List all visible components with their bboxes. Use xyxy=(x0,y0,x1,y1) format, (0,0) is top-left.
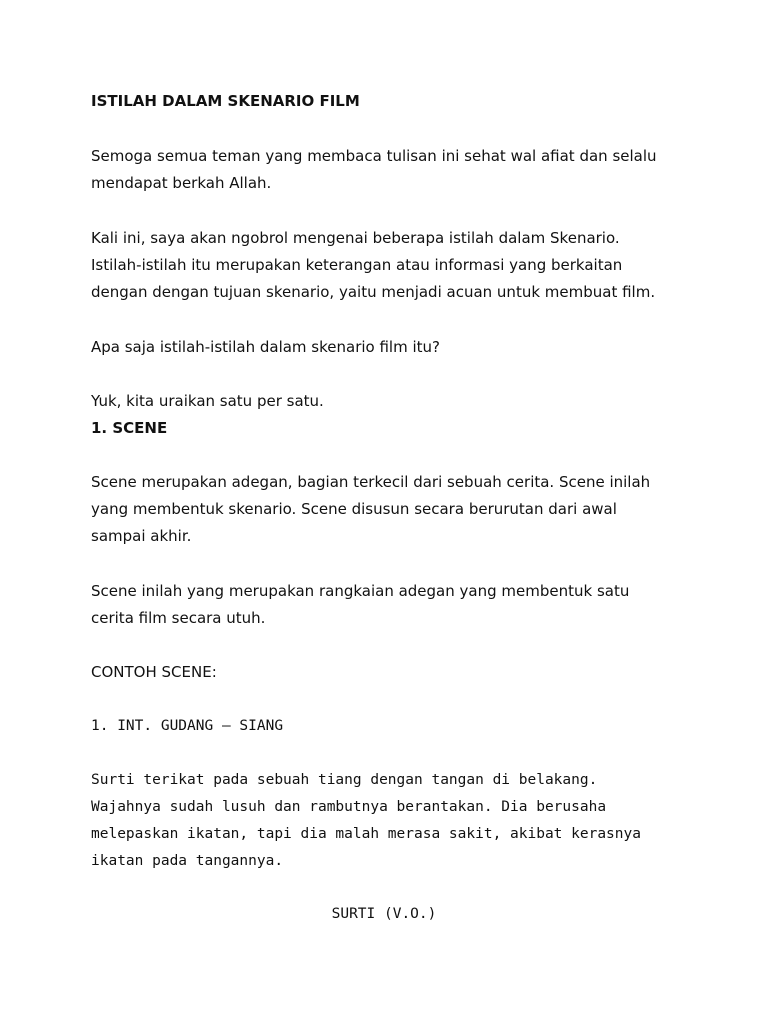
paragraph-2-line-3: dengan dengan tujuan skenario, yaitu menjadi acuan untuk membuat film. xyxy=(91,283,656,301)
document-title: ISTILAH DALAM SKENARIO FILM xyxy=(91,92,360,110)
lead-in-text: Yuk, kita uraikan satu per satu. xyxy=(91,392,324,410)
script-action-line-3: melepaskan ikatan, tapi dia malah merasa sakit, akibat kerasnya xyxy=(91,826,641,842)
script-character-name: SURTI (V.O.) xyxy=(331,906,437,922)
paragraph-2-line-1: Kali ini, saya akan ngobrol mengenai beberapa istilah dalam Skenario. xyxy=(91,229,620,247)
script-action-line-4: ikatan pada tangannya. xyxy=(91,853,284,869)
scene-summary-line-2: cerita film secara utuh. xyxy=(91,609,266,627)
paragraph-2-line-2: Istilah-istilah itu merupakan keterangan atau informasi yang berkaitan xyxy=(91,256,623,274)
question-text: Apa saja istilah-istilah dalam skenario film itu? xyxy=(91,338,440,356)
scene-definition-line-2: yang membentuk skenario. Scene disusun secara berurutan dari awal xyxy=(91,500,617,518)
example-label: CONTOH SCENE: xyxy=(91,663,217,681)
intro-line-2: mendapat berkah Allah. xyxy=(91,174,272,192)
script-action-line-1: Surti terikat pada sebuah tiang dengan tangan di belakang. xyxy=(91,772,598,788)
intro-line-1: Semoga semua teman yang membaca tulisan ini sehat wal afiat dan selalu xyxy=(91,147,657,165)
script-slugline: 1. INT. GUDANG – SIANG xyxy=(91,718,284,734)
scene-summary-line-1: Scene inilah yang merupakan rangkaian adegan yang membentuk satu xyxy=(91,582,630,600)
section-heading-scene: 1. SCENE xyxy=(91,419,168,437)
script-action-line-2: Wajahnya sudah lusuh dan rambutnya berantakan. Dia berusaha xyxy=(91,799,607,815)
scene-definition-line-1: Scene merupakan adegan, bagian terkecil dari sebuah cerita. Scene inilah xyxy=(91,473,651,491)
scene-definition-line-3: sampai akhir. xyxy=(91,527,192,545)
